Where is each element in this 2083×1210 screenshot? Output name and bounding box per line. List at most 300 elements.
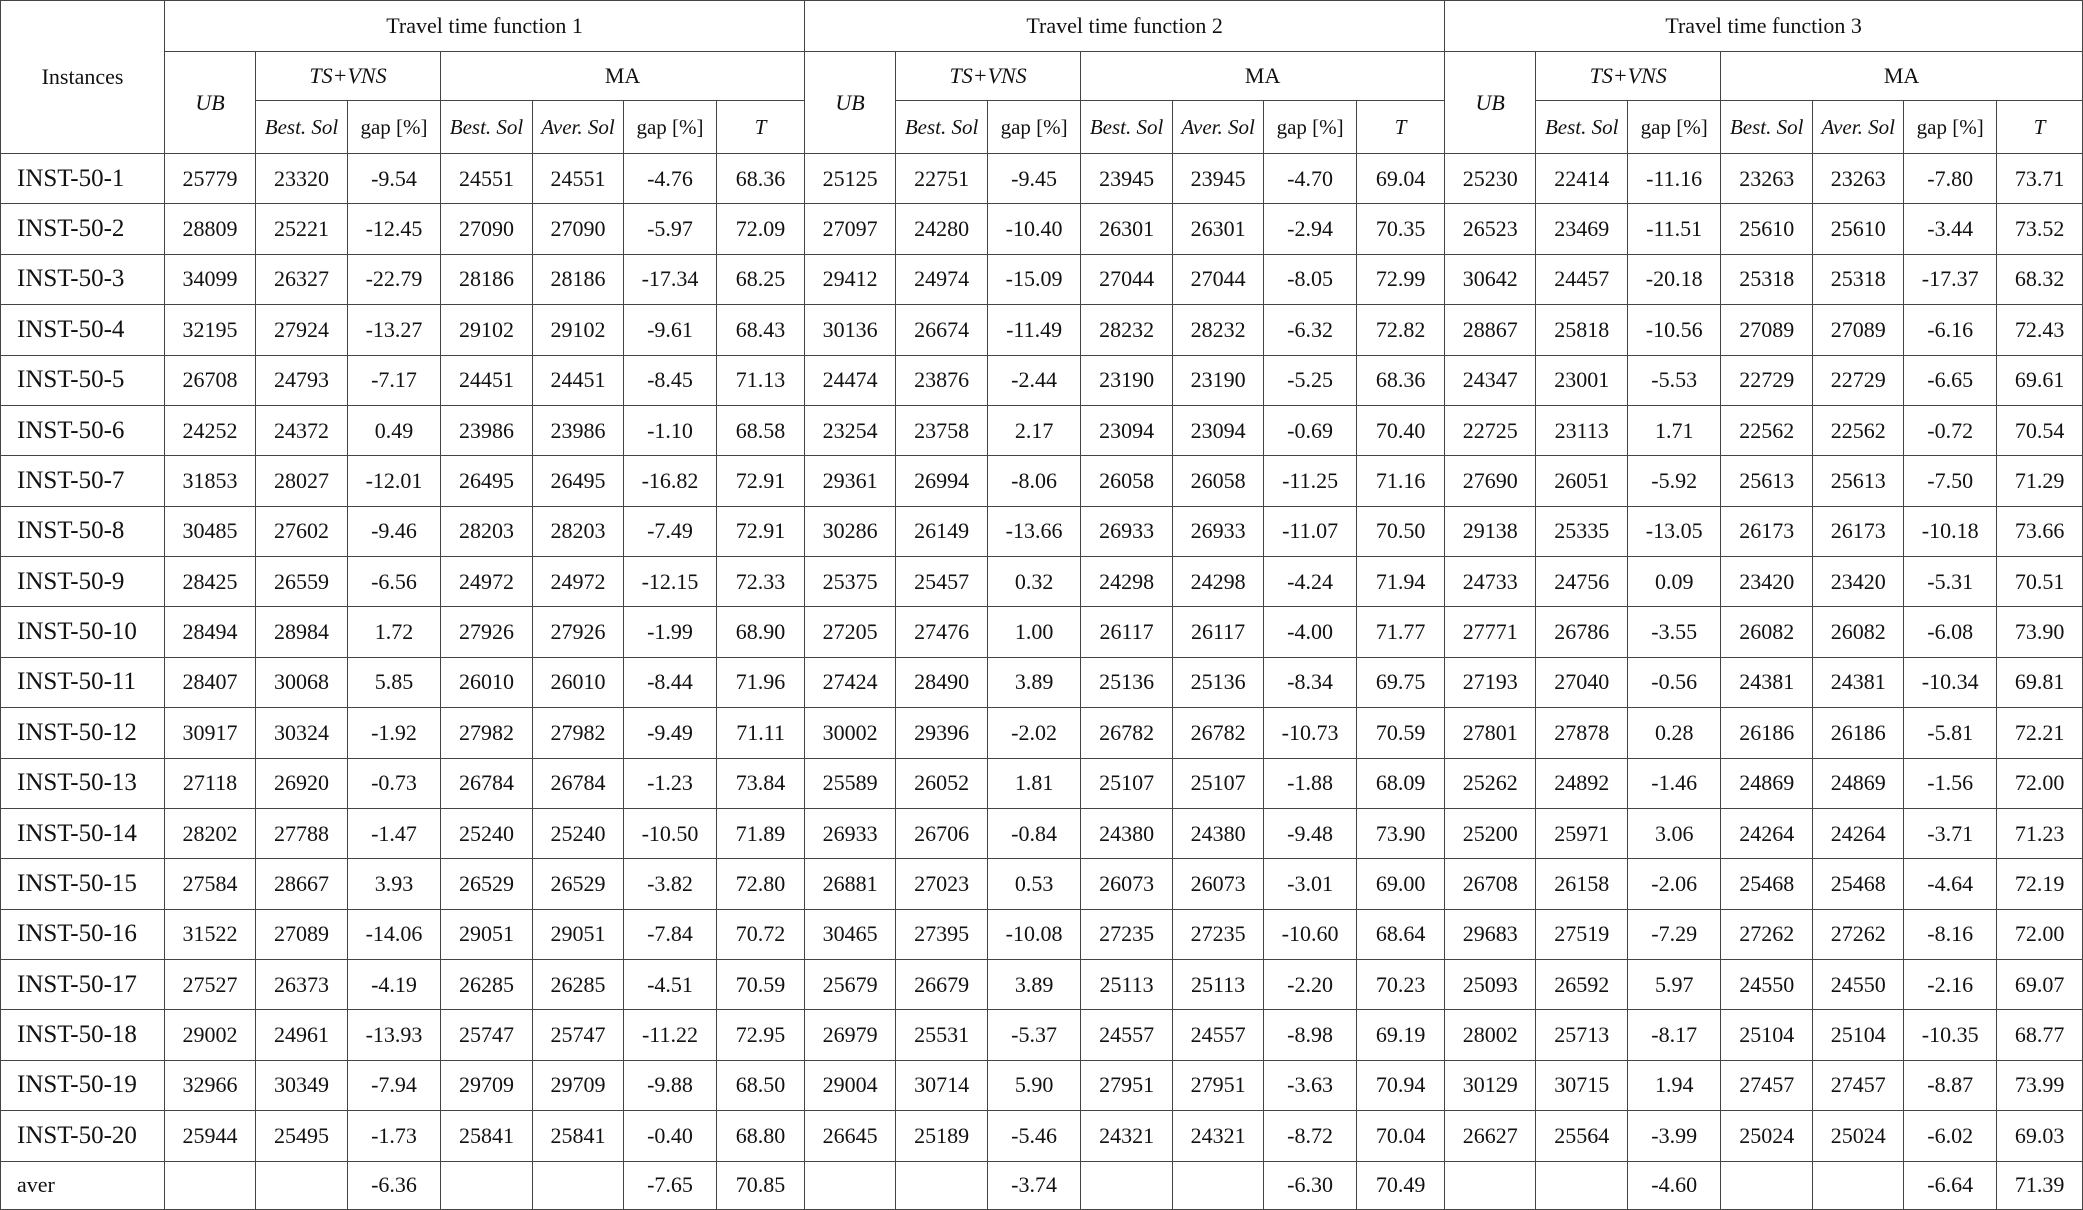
instance-name-cell: INST-50-4 — [1, 305, 165, 355]
table-cell: 30465 — [805, 909, 896, 959]
table-cell: 68.90 — [717, 607, 805, 657]
table-cell: 27951 — [1081, 1060, 1173, 1110]
table-cell: 27602 — [256, 506, 348, 556]
instance-name-cell: aver — [1, 1161, 165, 1210]
table-cell: -4.60 — [1628, 1161, 1721, 1210]
table-cell: 26010 — [533, 657, 624, 707]
table-cell: 24264 — [1721, 808, 1813, 858]
table-cell: -3.01 — [1264, 859, 1357, 909]
gap-header: gap [%] — [624, 101, 717, 154]
table-cell: 26784 — [533, 758, 624, 808]
table-cell: 26285 — [441, 960, 533, 1010]
table-cell: 26082 — [1721, 607, 1813, 657]
table-cell: 25713 — [1536, 1010, 1628, 1060]
table-cell: -10.40 — [988, 204, 1081, 254]
table-cell: 26933 — [1173, 506, 1264, 556]
gap-header: gap [%] — [1264, 101, 1357, 154]
table-cell: 25610 — [1721, 204, 1813, 254]
table-cell: 23420 — [1813, 557, 1904, 607]
table-row — [1, 657, 2083, 707]
table-cell: 71.39 — [1997, 1161, 2083, 1210]
table-cell: -4.70 — [1264, 154, 1357, 204]
table-cell: 25679 — [805, 960, 896, 1010]
table-cell — [896, 1161, 988, 1210]
table-row — [1, 506, 2083, 556]
table-cell: 71.11 — [717, 708, 805, 758]
table-cell: 25589 — [805, 758, 896, 808]
table-cell: 27519 — [1536, 909, 1628, 959]
table-cell: 70.94 — [1357, 1060, 1445, 1110]
table-cell: 24557 — [1081, 1010, 1173, 1060]
table-cell: 26173 — [1721, 506, 1813, 556]
table-row — [1, 305, 2083, 355]
group-header-3: Travel time function 3 — [1445, 1, 2083, 52]
table-cell: 28186 — [533, 254, 624, 304]
table-cell: 27262 — [1813, 909, 1904, 959]
table-cell: 27476 — [896, 607, 988, 657]
tsvns-header: TS+VNS — [1536, 52, 1721, 101]
table-cell: 3.89 — [988, 960, 1081, 1010]
table-cell: 71.77 — [1357, 607, 1445, 657]
table-cell: 27926 — [533, 607, 624, 657]
table-cell: -1.47 — [348, 808, 441, 858]
table-cell: 25104 — [1721, 1010, 1813, 1060]
table-cell: -6.32 — [1264, 305, 1357, 355]
table-cell: 26529 — [441, 859, 533, 909]
table-cell: -20.18 — [1628, 254, 1721, 304]
table-cell: 26495 — [441, 456, 533, 506]
table-cell: -6.56 — [348, 557, 441, 607]
table-cell: 25136 — [1173, 657, 1264, 707]
best-sol-header: Best. Sol — [1081, 101, 1173, 154]
table-cell: 71.16 — [1357, 456, 1445, 506]
table-cell: -0.56 — [1628, 657, 1721, 707]
table-cell: 71.23 — [1997, 808, 2083, 858]
table-cell: 26117 — [1173, 607, 1264, 657]
table-cell: 27395 — [896, 909, 988, 959]
table-cell: 73.84 — [717, 758, 805, 808]
table-cell: 69.03 — [1997, 1111, 2083, 1161]
table-cell: -1.10 — [624, 405, 717, 455]
time-header: T — [1357, 101, 1445, 154]
instance-name-cell: INST-50-19 — [1, 1060, 165, 1110]
group-header-2: Travel time function 2 — [805, 1, 1445, 52]
table-cell: 24551 — [441, 154, 533, 204]
table-cell: -9.46 — [348, 506, 441, 556]
table-cell: 28202 — [165, 808, 256, 858]
table-cell: 72.19 — [1997, 859, 2083, 909]
table-cell: -10.35 — [1904, 1010, 1997, 1060]
table-cell: 24733 — [1445, 557, 1536, 607]
table-cell: 27690 — [1445, 456, 1536, 506]
table-cell: 26052 — [896, 758, 988, 808]
aver-sol-header: Aver. Sol — [1173, 101, 1264, 154]
table-cell: -7.29 — [1628, 909, 1721, 959]
table-cell: 70.59 — [717, 960, 805, 1010]
table-cell: -2.94 — [1264, 204, 1357, 254]
table-cell: 27090 — [533, 204, 624, 254]
table-cell: -16.82 — [624, 456, 717, 506]
table-cell: 26592 — [1536, 960, 1628, 1010]
table-cell: 68.43 — [717, 305, 805, 355]
table-cell: -1.88 — [1264, 758, 1357, 808]
table-cell: -11.49 — [988, 305, 1081, 355]
table-cell: -7.94 — [348, 1060, 441, 1110]
table-cell: 24972 — [441, 557, 533, 607]
best-sol-header: Best. Sol — [1721, 101, 1813, 154]
table-cell: -12.01 — [348, 456, 441, 506]
table-row — [1, 557, 2083, 607]
table-cell: -3.44 — [1904, 204, 1997, 254]
instance-name-cell: INST-50-15 — [1, 859, 165, 909]
table-cell: 5.97 — [1628, 960, 1721, 1010]
table-cell: 69.75 — [1357, 657, 1445, 707]
table-cell: 23986 — [441, 405, 533, 455]
table-cell: 68.25 — [717, 254, 805, 304]
table-cell: 0.32 — [988, 557, 1081, 607]
table-cell: 68.36 — [1357, 355, 1445, 405]
table-cell: 72.80 — [717, 859, 805, 909]
table-cell: 24869 — [1721, 758, 1813, 808]
table-cell: 23094 — [1081, 405, 1173, 455]
table-cell — [805, 1161, 896, 1210]
table-cell: 69.00 — [1357, 859, 1445, 909]
table-cell: 0.28 — [1628, 708, 1721, 758]
table-cell: 70.23 — [1357, 960, 1445, 1010]
table-cell: 28867 — [1445, 305, 1536, 355]
table-cell: 25136 — [1081, 657, 1173, 707]
table-cell: -10.56 — [1628, 305, 1721, 355]
table-cell: 0.53 — [988, 859, 1081, 909]
table-cell: 25971 — [1536, 808, 1628, 858]
gap-header: gap [%] — [1904, 101, 1997, 154]
table-cell: -7.84 — [624, 909, 717, 959]
table-cell: 26010 — [441, 657, 533, 707]
table-cell: -5.97 — [624, 204, 717, 254]
table-cell: 0.49 — [348, 405, 441, 455]
table-cell: 26979 — [805, 1010, 896, 1060]
table-cell: 29683 — [1445, 909, 1536, 959]
table-cell: -8.98 — [1264, 1010, 1357, 1060]
table-cell: -0.73 — [348, 758, 441, 808]
table-cell: 1.94 — [1628, 1060, 1721, 1110]
table-row — [1, 254, 2083, 304]
table-cell: 72.95 — [717, 1010, 805, 1060]
table-cell: 23113 — [1536, 405, 1628, 455]
table-cell: 29051 — [441, 909, 533, 959]
table-cell: 71.29 — [1997, 456, 2083, 506]
table-cell: 24372 — [256, 405, 348, 455]
table-cell: -3.74 — [988, 1161, 1081, 1210]
table-cell: 27089 — [1813, 305, 1904, 355]
table-cell: 30324 — [256, 708, 348, 758]
table-cell: 28494 — [165, 607, 256, 657]
table-cell: 30715 — [1536, 1060, 1628, 1110]
table-cell: -9.48 — [1264, 808, 1357, 858]
table-cell: 28186 — [441, 254, 533, 304]
table-cell: -10.60 — [1264, 909, 1357, 959]
table-cell: -2.16 — [1904, 960, 1997, 1010]
gap-header: gap [%] — [348, 101, 441, 154]
table-cell: -13.05 — [1628, 506, 1721, 556]
table-cell: 28002 — [1445, 1010, 1536, 1060]
instance-name-cell: INST-50-2 — [1, 204, 165, 254]
table-cell: 25221 — [256, 204, 348, 254]
table-cell: 25841 — [441, 1111, 533, 1161]
table-cell: 28490 — [896, 657, 988, 707]
table-cell: 24298 — [1173, 557, 1264, 607]
table-cell: 26674 — [896, 305, 988, 355]
table-cell: 26782 — [1081, 708, 1173, 758]
table-cell: 26058 — [1173, 456, 1264, 506]
table-cell: 69.04 — [1357, 154, 1445, 204]
table-cell: 24381 — [1721, 657, 1813, 707]
table-cell: -4.51 — [624, 960, 717, 1010]
table-cell: 26495 — [533, 456, 624, 506]
table-cell: 68.80 — [717, 1111, 805, 1161]
table-cell: -0.84 — [988, 808, 1081, 858]
table-cell: 25107 — [1081, 758, 1173, 808]
instance-name-cell: INST-50-9 — [1, 557, 165, 607]
table-cell: 26117 — [1081, 607, 1173, 657]
table-cell: -8.17 — [1628, 1010, 1721, 1060]
table-cell — [533, 1161, 624, 1210]
table-row — [1, 808, 2083, 858]
table-cell: 27982 — [441, 708, 533, 758]
ub-header: UB — [1445, 52, 1536, 154]
table-cell: 22725 — [1445, 405, 1536, 455]
table-cell: 27878 — [1536, 708, 1628, 758]
table-cell: -13.27 — [348, 305, 441, 355]
table-cell: -6.65 — [1904, 355, 1997, 405]
table-cell: 26186 — [1813, 708, 1904, 758]
aver-sol-header: Aver. Sol — [1813, 101, 1904, 154]
table-cell: 24550 — [1813, 960, 1904, 1010]
table-cell: -6.08 — [1904, 607, 1997, 657]
table-cell: 25240 — [533, 808, 624, 858]
table-cell: 26679 — [896, 960, 988, 1010]
table-cell: 29051 — [533, 909, 624, 959]
table-cell: 25093 — [1445, 960, 1536, 1010]
table-cell: -1.46 — [1628, 758, 1721, 808]
table-cell: 24321 — [1173, 1111, 1264, 1161]
table-cell: 24252 — [165, 405, 256, 455]
table-cell: -17.37 — [1904, 254, 1997, 304]
ma-header: MA — [441, 52, 805, 101]
table-cell: 70.35 — [1357, 204, 1445, 254]
instance-name-cell: INST-50-10 — [1, 607, 165, 657]
table-cell: 30002 — [805, 708, 896, 758]
table-cell: 25262 — [1445, 758, 1536, 808]
table-cell: -11.22 — [624, 1010, 717, 1060]
table-cell: 23986 — [533, 405, 624, 455]
table-cell: 27424 — [805, 657, 896, 707]
table-cell: 30286 — [805, 506, 896, 556]
table-cell: -7.50 — [1904, 456, 1997, 506]
table-cell: -8.16 — [1904, 909, 1997, 959]
table-cell: 28407 — [165, 657, 256, 707]
table-cell: 25747 — [533, 1010, 624, 1060]
table-cell: 27788 — [256, 808, 348, 858]
table-cell: 27044 — [1081, 254, 1173, 304]
table-cell: 25610 — [1813, 204, 1904, 254]
table-cell: 26784 — [441, 758, 533, 808]
table-cell: 26933 — [1081, 506, 1173, 556]
table-cell: -10.73 — [1264, 708, 1357, 758]
table-cell: 73.52 — [1997, 204, 2083, 254]
table-cell: 69.61 — [1997, 355, 2083, 405]
table-cell: 69.07 — [1997, 960, 2083, 1010]
table-cell: -6.36 — [348, 1161, 441, 1210]
table-cell: -11.07 — [1264, 506, 1357, 556]
table-cell: -8.45 — [624, 355, 717, 405]
table-cell: 25107 — [1173, 758, 1264, 808]
table-cell: 1.00 — [988, 607, 1081, 657]
table-cell: 29138 — [1445, 506, 1536, 556]
table-cell — [1813, 1161, 1904, 1210]
table-cell: 26627 — [1445, 1111, 1536, 1161]
table-cell: 68.36 — [717, 154, 805, 204]
table-cell: 29709 — [441, 1060, 533, 1110]
table-cell: -13.66 — [988, 506, 1081, 556]
best-sol-header: Best. Sol — [1536, 101, 1628, 154]
table-cell: 29709 — [533, 1060, 624, 1110]
instance-name-cell: INST-50-13 — [1, 758, 165, 808]
table-cell: 27926 — [441, 607, 533, 657]
instance-name-cell: INST-50-17 — [1, 960, 165, 1010]
tsvns-header: TS+VNS — [896, 52, 1081, 101]
table-cell: -5.37 — [988, 1010, 1081, 1060]
table-cell: 26082 — [1813, 607, 1904, 657]
instance-name-cell: INST-50-7 — [1, 456, 165, 506]
table-cell: 23190 — [1081, 355, 1173, 405]
table-cell: 69.81 — [1997, 657, 2083, 707]
instance-name-cell: INST-50-3 — [1, 254, 165, 304]
table-row — [1, 1060, 2083, 1110]
best-sol-header: Best. Sol — [256, 101, 348, 154]
table-cell: 26786 — [1536, 607, 1628, 657]
table-cell: 27771 — [1445, 607, 1536, 657]
table-cell: 23254 — [805, 405, 896, 455]
table-cell: 23420 — [1721, 557, 1813, 607]
table-cell: 70.51 — [1997, 557, 2083, 607]
table-cell: 26373 — [256, 960, 348, 1010]
table-row — [1, 909, 2083, 959]
table-row — [1, 708, 2083, 758]
table-cell: 73.71 — [1997, 154, 2083, 204]
table-cell: 23945 — [1173, 154, 1264, 204]
table-cell: -9.54 — [348, 154, 441, 204]
table-cell: 23263 — [1813, 154, 1904, 204]
table-cell: 28232 — [1173, 305, 1264, 355]
table-cell: 23758 — [896, 405, 988, 455]
table-cell: -4.76 — [624, 154, 717, 204]
table-cell: 24972 — [533, 557, 624, 607]
table-cell: 29102 — [533, 305, 624, 355]
table-cell: 29412 — [805, 254, 896, 304]
table-row — [1, 607, 2083, 657]
table-cell: 27090 — [441, 204, 533, 254]
table-cell: -7.49 — [624, 506, 717, 556]
table-cell: 5.85 — [348, 657, 441, 707]
table-cell: 70.40 — [1357, 405, 1445, 455]
table-cell: 26051 — [1536, 456, 1628, 506]
table-cell: 27262 — [1721, 909, 1813, 959]
table-cell: -7.65 — [624, 1161, 717, 1210]
table-cell: 25841 — [533, 1111, 624, 1161]
table-cell: 27982 — [533, 708, 624, 758]
table-cell: 27235 — [1173, 909, 1264, 959]
table-cell: 34099 — [165, 254, 256, 304]
table-cell — [165, 1161, 256, 1210]
table-cell: 25200 — [1445, 808, 1536, 858]
table-cell: -5.25 — [1264, 355, 1357, 405]
table-cell: 26327 — [256, 254, 348, 304]
table-cell: 24793 — [256, 355, 348, 405]
table-cell: -1.92 — [348, 708, 441, 758]
table-cell: 25468 — [1721, 859, 1813, 909]
gap-header: gap [%] — [988, 101, 1081, 154]
table-cell: 24557 — [1173, 1010, 1264, 1060]
table-cell: 26301 — [1173, 204, 1264, 254]
table-row — [1, 1010, 2083, 1060]
table-cell: 25125 — [805, 154, 896, 204]
table-cell: 3.93 — [348, 859, 441, 909]
table-cell: 25024 — [1721, 1111, 1813, 1161]
table-cell: 26933 — [805, 808, 896, 858]
table-cell: 25468 — [1813, 859, 1904, 909]
table-cell: 31853 — [165, 456, 256, 506]
table-cell: 23001 — [1536, 355, 1628, 405]
table-cell: -7.80 — [1904, 154, 1997, 204]
table-cell: 26706 — [896, 808, 988, 858]
table-cell: 25024 — [1813, 1111, 1904, 1161]
ma-header: MA — [1721, 52, 2083, 101]
table-cell: 25779 — [165, 154, 256, 204]
table-cell: 24381 — [1813, 657, 1904, 707]
instance-name-cell: INST-50-14 — [1, 808, 165, 858]
table-cell: -1.99 — [624, 607, 717, 657]
table-cell: 70.49 — [1357, 1161, 1445, 1210]
table-cell: 26058 — [1081, 456, 1173, 506]
table-cell: 28667 — [256, 859, 348, 909]
instance-name-cell: INST-50-1 — [1, 154, 165, 204]
table-cell: 71.96 — [717, 657, 805, 707]
table-cell: 24264 — [1813, 808, 1904, 858]
table-cell: 25375 — [805, 557, 896, 607]
table-cell: 3.06 — [1628, 808, 1721, 858]
table-cell: 24974 — [896, 254, 988, 304]
table-cell: -5.81 — [1904, 708, 1997, 758]
table-cell: -12.45 — [348, 204, 441, 254]
table-cell: 27040 — [1536, 657, 1628, 707]
table-row — [1, 154, 2083, 204]
table-cell: 68.50 — [717, 1060, 805, 1110]
table-cell: 70.85 — [717, 1161, 805, 1210]
table-cell: -3.55 — [1628, 607, 1721, 657]
table-cell: 28203 — [441, 506, 533, 556]
table-cell: 26920 — [256, 758, 348, 808]
instance-name-cell: INST-50-18 — [1, 1010, 165, 1060]
table-cell: 31522 — [165, 909, 256, 959]
table-cell: 23469 — [1536, 204, 1628, 254]
table-cell: 27951 — [1173, 1060, 1264, 1110]
best-sol-header: Best. Sol — [896, 101, 988, 154]
table-cell: -6.64 — [1904, 1161, 1997, 1210]
table-cell: -6.30 — [1264, 1161, 1357, 1210]
table-cell: 25104 — [1813, 1010, 1904, 1060]
table-cell: 24298 — [1081, 557, 1173, 607]
